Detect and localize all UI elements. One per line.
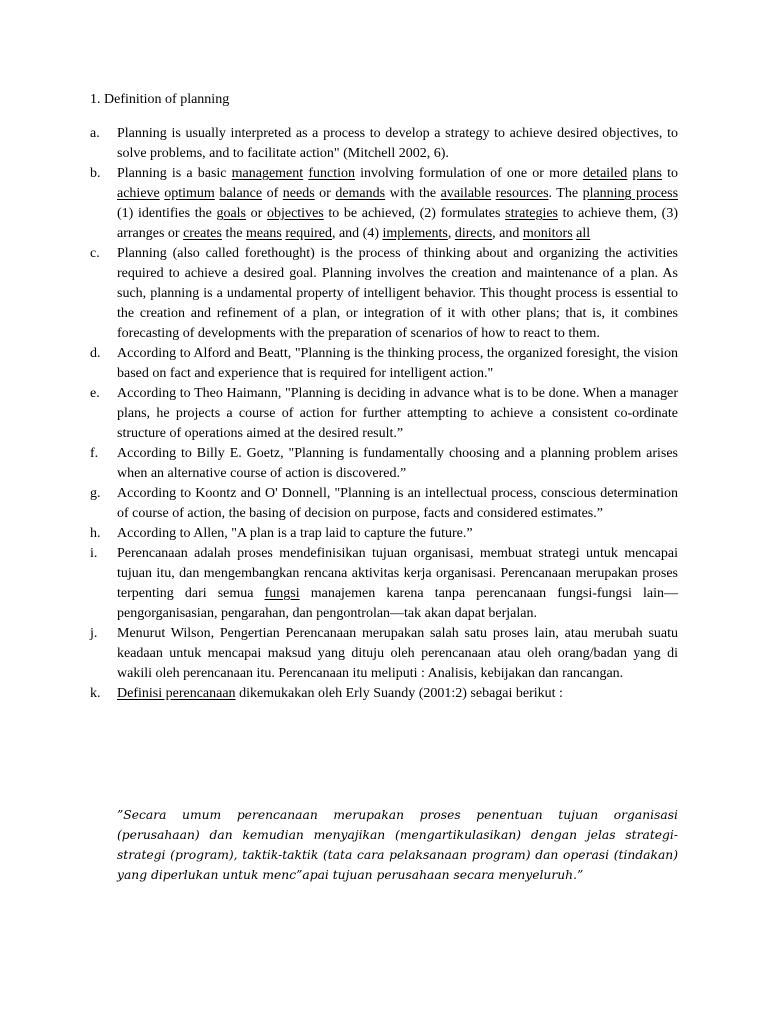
item-text [117,684,678,704]
underlined-term: plans [632,166,662,181]
text-run: involving formulation of one or more [354,166,583,181]
item-text [117,484,678,524]
underlined-term: demands [335,186,386,201]
underlined-term: creates [183,226,222,241]
text-run: (1) identifies the [117,206,217,221]
list-item [90,164,678,244]
underlined-term: management [231,166,304,181]
item-text [117,624,678,684]
underlined-term: achieve [117,186,160,201]
text-run: , and (4) [331,226,383,241]
text-run: of [262,186,283,201]
underlined-term: all [576,226,591,241]
underlined-term: needs [282,186,315,201]
item-label: f. [90,446,99,461]
list-item [90,484,678,524]
underlined-term: Definisi perencanaan [117,686,236,701]
item-text [117,244,678,344]
text-run: or [314,186,336,201]
item-text [117,164,678,244]
item-text [117,384,678,444]
item-text [117,344,678,384]
underlined-term: directs [454,226,493,241]
item-label: g. [90,486,101,501]
item-label: k. [90,686,101,701]
text-run: to be achieved, (2) formulates [323,206,506,221]
underlined-term: resources [495,186,549,201]
definition-list [90,124,678,704]
text-run: Planning (also called forethought) is the process of thinking about and organizing the activities required to achieve a desired goal. Planning involves the creation and maintenance of a plan. As such, planning is a undamental property of intelligent behavior. This thought process is essential to the creation and refinement of a plan, or integration of it with other plans; that is, it combines forecasting of developments with the preparation of scenarios of how to react to them. [117,246,678,341]
item-label: a. [90,126,100,141]
list-item [90,444,678,484]
item-label: j. [90,626,98,641]
item-text [117,124,678,164]
underlined-term: available [440,186,492,201]
item-label: d. [90,346,101,361]
underlined-term: balance [219,186,263,201]
text-run: dikemukakan oleh Erly Suandy (2001:2) sebagai berikut : [235,686,563,701]
underlined-term: fungsi [264,586,300,601]
underlined-term: detailed [582,166,628,181]
text-run: According to Theo Haimann, "Planning is deciding in advance what is to be done. When a manager plans, he projects a course of action for further attempting to achieve a consistent co-ordinate structure of operations aimed at the desired result.” [117,386,678,441]
list-item [90,544,678,624]
text-run: Planning is usually interpreted as a process to develop a strategy to achieve desired objectives, to solve problems, and to facilitate action" (Mitchell 2002, 6). [117,126,678,161]
underlined-term: planning process [582,186,679,201]
item-label: h. [90,526,101,541]
text-run: to [661,166,679,181]
text-run: According to Alford and Beatt, "Planning is the thinking process, the organized foresight, the vision based on fact and experience that is required for intelligent action." [117,346,678,381]
list-item [90,684,678,704]
list-item [90,384,678,444]
text-run: manajemen karena tanpa perencanaan fungsi-fungsi lain—pengorganisasian, pengarahan, dan pengontrolan—tak akan dapat berjalan. [117,586,678,621]
underlined-term: optimum [164,186,215,201]
item-text [117,444,678,484]
underlined-term: monitors [522,226,573,241]
text-run: , and [492,226,523,241]
list-item [90,244,678,344]
text-run: . The [548,186,583,201]
underlined-term: means [246,226,282,241]
text-run: According to Billy E. Goetz, "Planning is fundamentally choosing and a planning problem arises when an alternative course of action is discovered.” [117,446,678,481]
text-run: According to Allen, "A plan is a trap laid to capture the future.” [117,526,473,541]
list-item [90,624,678,684]
text-run: Perencanaan adalah proses mendefinisikan tujuan organisasi, membuat strategi untuk mencapai tujuan itu, dan mengembangkan rencana aktivitas kerja organisasi. Perencanaan merupakan proses terpenting dari semua [117,546,678,601]
list-item [90,124,678,164]
underlined-term: strategies [505,206,558,221]
text-run: or [246,206,267,221]
item-label: i. [90,546,98,561]
item-text [117,524,678,544]
text-run: Planning is a basic [117,166,232,181]
block-quote: ”Secara umum perencanaan merupakan proses penentuan tujuan organisasi (perusahaan) dan kemudian menyajikan (mengartikulasikan) dengan jelas strategi-strategi (program), taktik-taktik (tata cara pelaksanaan program) dan operasi (tindakan) yang diperlukan untuk menc”apai tujuan perusahaan secara menyeluruh.” [117,808,678,882]
underlined-term: objectives [266,206,324,221]
text-run: According to Koontz and O' Donnell, "Planning is an intellectual process, conscious determination of course of action, the basing of decision on purpose, facts and considered estimates.” [117,486,678,521]
item-label: c. [90,246,100,261]
text-run: with the [385,186,441,201]
text-run: the [221,226,247,241]
list-item [90,344,678,384]
list-item [90,524,678,544]
section-heading: 1. Definition of planning [90,92,230,107]
underlined-term: function [308,166,355,181]
underlined-term: required [285,226,332,241]
underlined-term: implements [382,226,448,241]
text-run: Menurut Wilson, Pengertian Perencanaan merupakan salah satu proses lain, atau merubah suatu keadaan untuk mencapai maksud yang dituju oleh perencanaan atau oleh orang/badan yang di wakili oleh perencanaan itu. Perencanaan itu meliputi : Analisis, kebijakan dan rancangan. [117,626,678,681]
item-text [117,544,678,624]
text-run: , [447,226,455,241]
text-run: to achieve them, (3) arranges or [117,206,679,241]
item-label: b. [90,166,101,181]
underlined-term: goals [216,206,247,221]
item-label: e. [90,386,100,401]
